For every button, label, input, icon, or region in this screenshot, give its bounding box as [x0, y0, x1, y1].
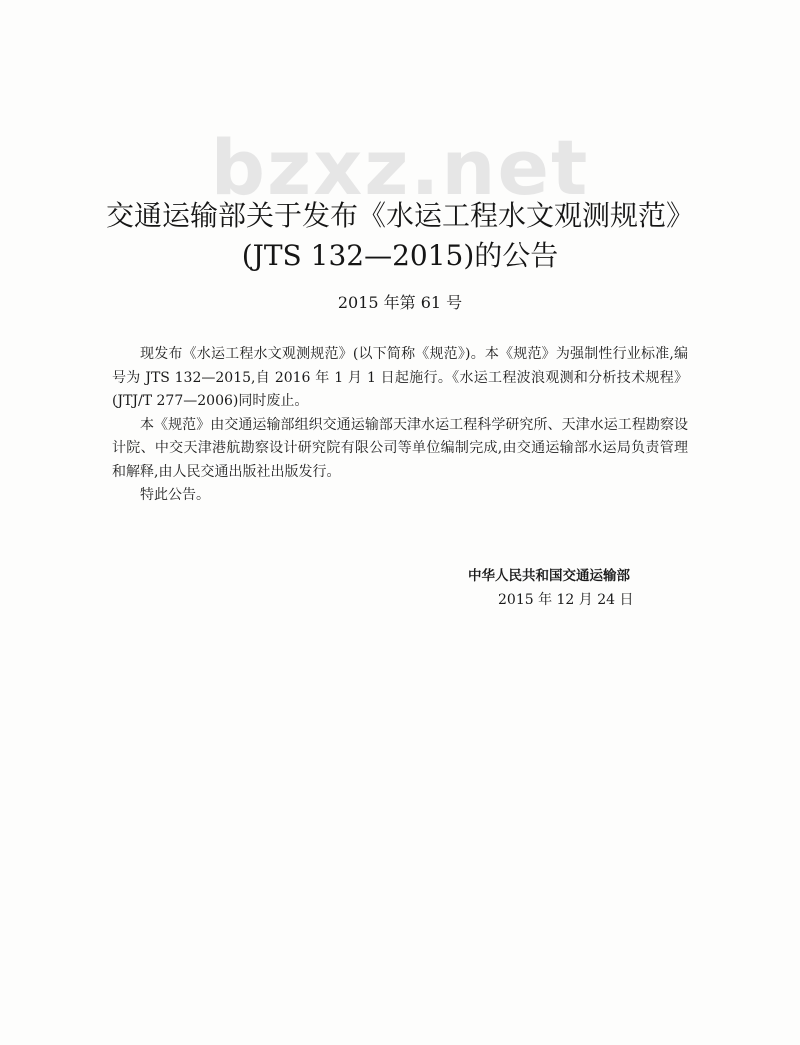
announcement-title: [0, 196, 800, 276]
document-number: 2015 年第 61 号: [337, 293, 463, 312]
issue-date: 2015 年 12 月 24 日: [498, 592, 634, 608]
title-line-1: 交通运输部关于发布《水运工程水文观测规范》: [105, 199, 694, 232]
body-paragraph: 本《规范》由交通运输部组织交通运输部天津水运工程科学研究所、天津水运工程勘察设计院、中交天津港航勘察设计研究院有限公司等单位编制完成,由交通运输部水运局负责管理和解释,由人民交通出版社出版发行。: [112, 416, 688, 480]
body-paragraph: 现发布《水运工程水文观测规范》(以下简称《规范》)。本《规范》为强制性行业标准,编号为 JTS 132—2015,自 2016 年 1 月 1 日起施行。《水运工程波浪观测和分析技术规程》(JTJ/T 277—2006)同时废止。: [112, 346, 688, 409]
watermark: bzxz.net: [210, 123, 590, 212]
announcement-body: [112, 343, 688, 508]
body-paragraph: 特此公告。: [140, 487, 210, 503]
title-line-2: (JTS 132—2015)的公告: [241, 239, 559, 272]
issuing-organization: 中华人民共和国交通运输部: [468, 568, 630, 584]
signature-block: [462, 564, 702, 612]
